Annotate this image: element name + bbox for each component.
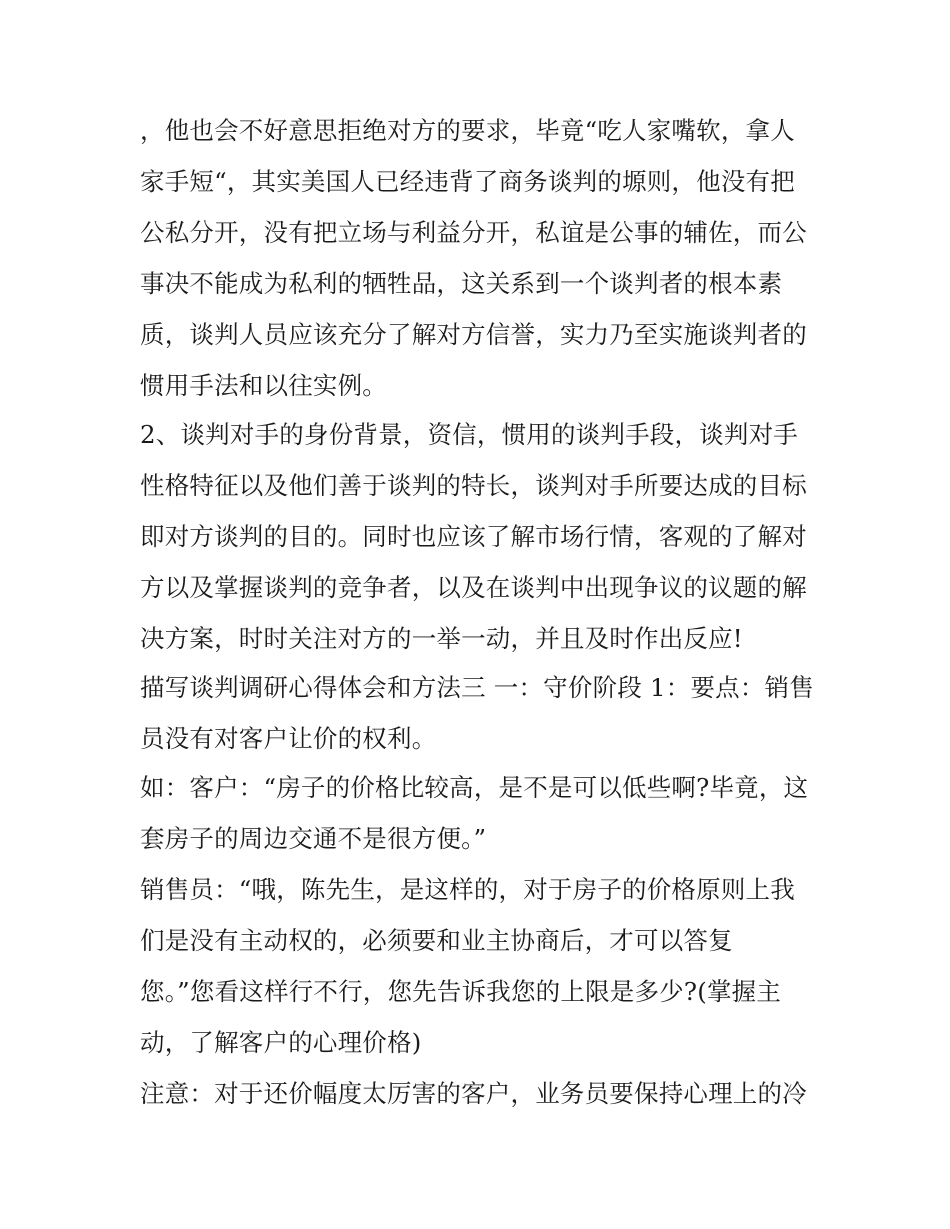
text-line: 公私分开，没有把立场与利益分开，私谊是公事的辅佐，而公 [140,218,807,247]
text-line: 员没有对客户让价的权利。 [140,724,437,753]
text-line: 动，了解客户的心理价格) [140,1028,422,1057]
text-line: 注意：对于还价幅度太厉害的客户，业务员要保持心理上的冷 [140,1079,807,1108]
text-line: ，他也会不好意思拒绝对方的要求，毕竟“吃人家嘴软，拿人 [140,116,795,145]
text-line: 家手短“，其实美国人已经违背了商务谈判的塬则，他没有把 [140,167,795,196]
text-line: 即对方谈判的目的。同时也应该了解市场行情，客观的了解对 [140,522,807,551]
text-line: 质，谈判人员应该充分了解对方信誉，实力乃至实施谈判者的 [140,320,807,349]
text-line: 们是没有主动权的，必须要和业主协商后，才可以答复 [140,926,733,955]
text-line: 决方案，时时关注对方的一举一动，并且及时作出反应! [140,624,743,653]
text-line: 事决不能成为私利的牺牲品，这关系到一个谈判者的根本素 [140,269,783,298]
text-line: 方以及掌握谈判的竞争者，以及在谈判中出现争议的议题的解 [140,573,807,602]
text-line: 套房子的周边交通不是很方便。” [140,824,487,853]
text-line: 如：客户：“房子的价格比较高，是不是可以低些啊?毕竟，这 [140,773,809,802]
text-line: 2、谈判对手的身份背景，资信，惯用的谈判手段，谈判对手 [140,420,798,449]
text-line: 惯用手法和以往实例。 [140,371,387,400]
text-line: 销售员：“哦，陈先生，是这样的，对于房子的价格原则上我 [140,875,795,904]
text-line: 性格特征以及他们善于谈判的特长，谈判对手所要达成的目标 [140,471,807,500]
text-line: 您。”您看这样行不行，您先告诉我您的上限是多少?(掌握主 [140,977,782,1006]
text-line: 描写谈判调研心得体会和方法三 一：守价阶段 1：要点：销售 [140,673,814,702]
